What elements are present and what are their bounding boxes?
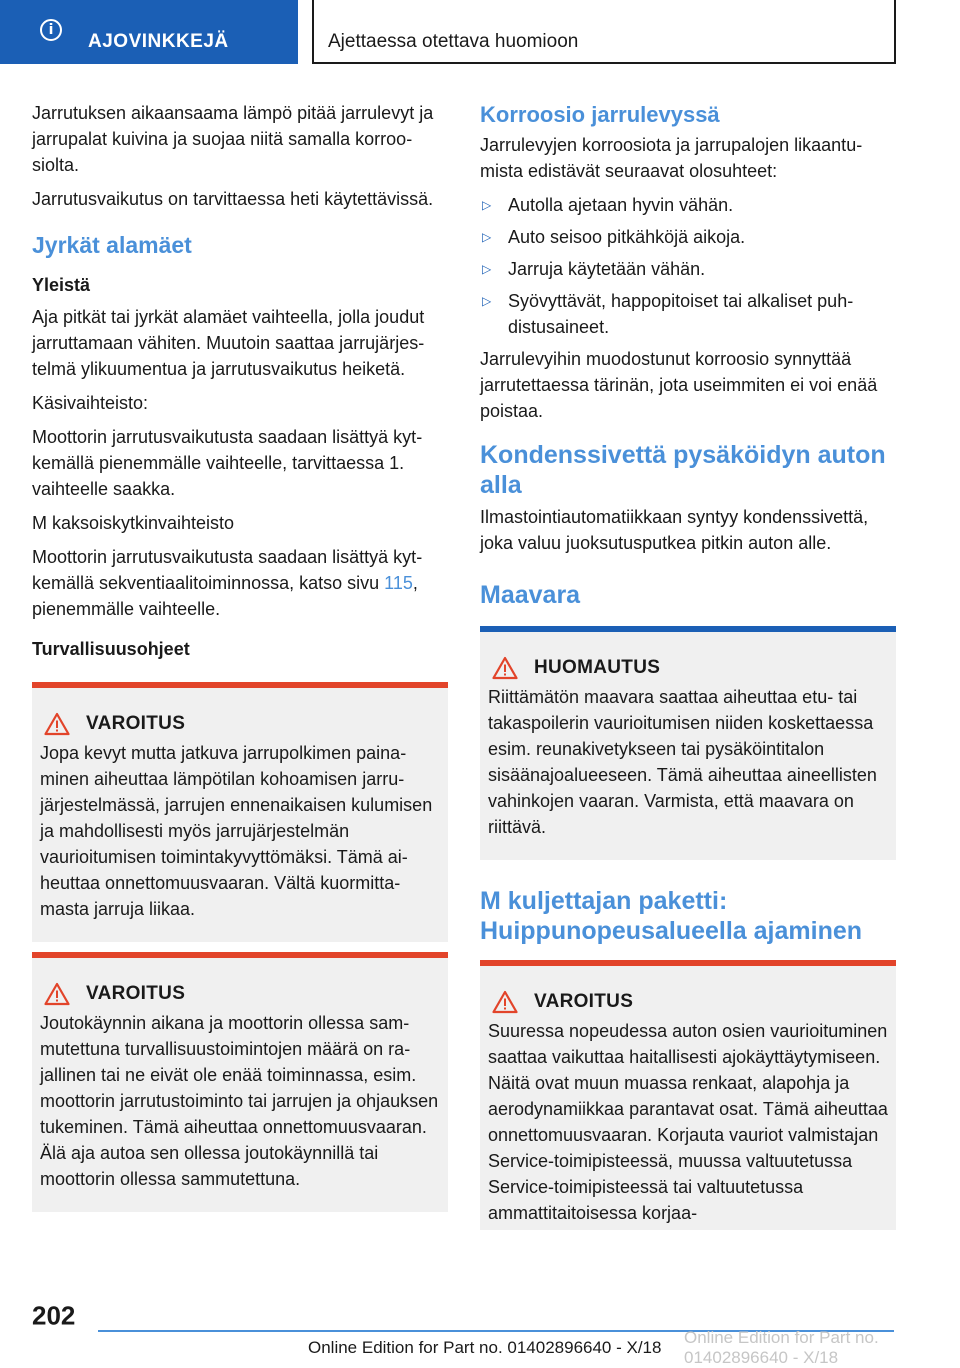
heading-line: Huippunopeusalueella ajaminen <box>480 917 863 945</box>
warning-box-header <box>40 982 440 1006</box>
list-item <box>480 224 896 250</box>
notice-title: HUOMAUTUS <box>534 657 661 678</box>
paragraph: Jarrulevyihin muodostunut korroosio synnyttää jarrutettaessa tärinän, jota useimmiten ei voi enää poistaa. <box>480 349 878 421</box>
paragraph: Moottorin jarrutusvaikutusta saadaan lisättyä kytkemällä pienemmälle vaihteelle, tarvittaessa 1. vaihteelle saakka. <box>32 427 423 499</box>
notice-box <box>480 626 896 860</box>
list-item-text: Auto seisoo pitkähköjä aikoja. <box>508 227 746 247</box>
warning-triangle-icon <box>492 990 518 1014</box>
heading-ground-clearance: Maavara <box>480 581 581 609</box>
warning-title: VAROITUS <box>86 983 186 1004</box>
warning-title: VAROITUS <box>534 991 634 1012</box>
notice-text: Riittämätön maavara saattaa aiheuttaa etu- tai takaspoilerin vaurioitumisen niiden koskettaessa esim. reunakivetykseen tai pysäköintitalon sisäänajoalueeseen. Tämä aiheuttaa aineellisten vahinkojen vaaran. Varmista, että maavara on riittävä. <box>488 687 877 837</box>
warning-triangle-icon <box>44 982 70 1006</box>
warning-box <box>32 682 448 942</box>
left-column <box>32 100 448 1212</box>
chapter-title: Ajettaessa otettava huomioon <box>328 31 579 52</box>
section-tab <box>0 0 298 64</box>
list-item-text: Autolla ajetaan hyvin vähän. <box>508 195 734 215</box>
heading-corrosion: Korroosio jarrulevyssä <box>480 102 720 127</box>
info-icon: i <box>40 19 62 41</box>
warning-triangle-icon <box>44 712 70 736</box>
notice-box-header <box>488 656 888 680</box>
chapter-header <box>312 0 896 64</box>
paragraph: Käsivaihteisto: <box>32 393 149 413</box>
paragraph: Jarrutusvaikutus on tarvittaessa heti käytettävissä. <box>32 189 434 209</box>
list-item <box>480 256 896 282</box>
subheading-safety: Turvallisuusohjeet <box>32 639 190 659</box>
warning-title: VAROITUS <box>86 713 186 734</box>
page-number: 202 <box>32 1300 76 1331</box>
triangle-bullet-icon: ▷ <box>482 198 492 212</box>
warning-triangle-icon <box>492 656 518 680</box>
paragraph: Jarrutuksen aikaansaama lämpö pitää jarrulevyt ja jarrupalat kuivina ja suojaa niitä samalla korroosiolta. <box>32 103 434 175</box>
watermark: Online Edition for Part no. 01402896640 - X/18 <box>684 1328 879 1367</box>
heading-steep-descents: Jyrkät alamäet <box>32 232 192 258</box>
subheading-general: Yleistä <box>32 275 91 295</box>
triangle-bullet-icon: ▷ <box>482 262 492 276</box>
warning-box-header <box>488 990 888 1014</box>
list-item-text: Syövyttävät, happopitoiset tai alkaliset puhdistusaineet. <box>508 291 854 337</box>
warning-text: Suuressa nopeudessa auton osien vaurioituminen saattaa vaikuttaa haitallisesti ajokäyttäytymiseen. Näitä ovat muun muassa renkaat, alapohja ja aerodynamiikkaa parantavat osat. Tämä aiheuttaa onnettomuusvaaran. Korjauta vauriot valmistajan Service-toimipisteessä, muussa valtuutetussa Service-toimipisteessä tai valtuutetussa ammattitaitoisessa korjaa- <box>488 1021 888 1223</box>
right-column <box>480 100 896 1230</box>
list-item <box>480 192 896 218</box>
section-label: AJOVINKKEJÄ <box>88 31 229 52</box>
heading-condensation: Kondenssivettä pysäköidyn auton alla <box>480 441 886 499</box>
warning-text: Jopa kevyt mutta jatkuva jarrupolkimen painaminen aiheuttaa lämpötilan kohoamisen jarrujärjestelmässä, jarrujen ennenaikaisen kulumisen ja mahdollisesti myös jarrujärjestelmän vaurioitumisen toimintakyvyttömäksi. Tämä aiheuttaa onnettomuusvaaran. Vältä kuormittamasta jarruja liikaa. <box>40 743 433 919</box>
page-link[interactable]: 115 <box>384 573 413 593</box>
text: Moottorin jarrutusvaikutusta saadaan lisättyä kytkemällä sekventiaalitoiminnossa, katso sivu <box>32 547 423 593</box>
heading-line: M kuljettajan paketti: <box>480 887 728 915</box>
heading-m-driver-package <box>480 886 896 946</box>
warning-box-header <box>40 712 440 736</box>
paragraph: M kaksoiskytkinvaihteisto <box>32 513 235 533</box>
list-item <box>480 288 896 340</box>
paragraph: Aja pitkät tai jyrkät alamäet vaihteella, jolla joudut jarruttamaan vähiten. Muutoin saattaa jarrujärjestelmä ylikuumentua ja jarrutusvaikutus heiketä. <box>32 307 425 379</box>
triangle-bullet-icon: ▷ <box>482 230 492 244</box>
paragraph: Ilmastointiautomatiikkaan syntyy kondenssivettä, joka valuu juoksutusputkea pitkin auton alle. <box>480 507 869 553</box>
warning-text: Joutokäynnin aikana ja moottorin ollessa sammutettuna turvallisuustoimintojen määrä on rajallinen tai ne eivät ole enää toiminnassa, esim. moottorin jarrutustoiminto tai jarrujen ja ohjauksen tukeminen. Tämä aiheuttaa onnettomuusvaaran. Älä aja autoa sen ollessa joutokäynnillä tai moottorin ollessa sammutettuna. <box>40 1013 439 1189</box>
triangle-bullet-icon: ▷ <box>482 294 492 308</box>
text: , pienemmälle vaihteelle. <box>32 573 418 619</box>
warning-box <box>480 960 896 1230</box>
list-item-text: Jarruja käytetään vähän. <box>508 259 706 279</box>
warning-box <box>32 952 448 1212</box>
condition-list <box>480 192 896 340</box>
paragraph-with-link <box>32 544 448 622</box>
footer-edition: Online Edition for Part no. 01402896640 - X/18 <box>308 1338 662 1357</box>
paragraph: Jarrulevyjen korroosiota ja jarrupalojen likaantumista edistävät seuraavat olosuhteet: <box>480 135 863 181</box>
